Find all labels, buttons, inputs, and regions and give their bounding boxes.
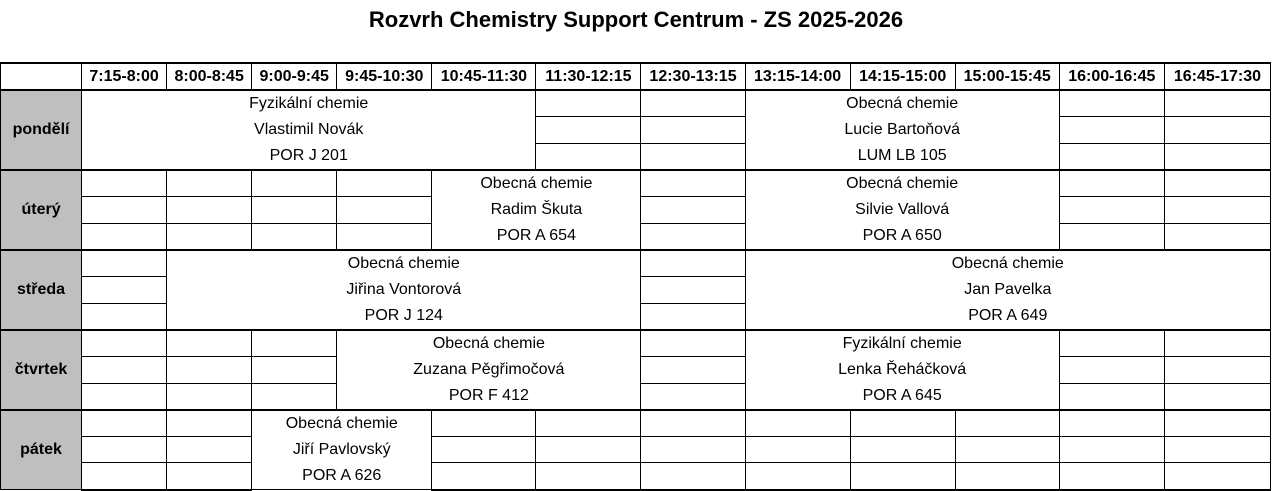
day-label: úterý <box>1 170 82 250</box>
empty-slot-cell <box>252 223 337 250</box>
time-slot-header: 16:00-16:45 <box>1059 63 1164 90</box>
day-label: pátek <box>1 410 82 490</box>
time-slot-header: 10:45-11:30 <box>432 63 536 90</box>
empty-slot-cell <box>1164 383 1270 410</box>
time-header-row <box>1 63 1271 90</box>
empty-slot-cell <box>641 250 745 277</box>
course-teacher: Jiří Pavlovský <box>292 441 391 458</box>
empty-slot-cell <box>167 463 252 490</box>
empty-slot-cell <box>1164 90 1270 117</box>
empty-slot-cell <box>1164 330 1270 357</box>
empty-slot-cell <box>82 277 167 303</box>
empty-slot-cell <box>641 330 745 357</box>
time-slot-header: 9:00-9:45 <box>252 63 337 90</box>
course-room: POR A 654 <box>496 227 576 244</box>
empty-slot-cell <box>82 463 167 490</box>
schedule-table <box>0 62 1271 491</box>
empty-slot-cell <box>536 437 641 463</box>
time-slot-header: 12:30-13:15 <box>641 63 745 90</box>
empty-slot-cell <box>1164 437 1270 463</box>
empty-slot-cell <box>850 463 955 490</box>
day-subrow <box>1 330 1271 357</box>
course-subject: Obecná chemie <box>846 175 959 192</box>
empty-slot-cell <box>1059 170 1164 197</box>
time-slot-header: 11:30-12:15 <box>536 63 641 90</box>
empty-slot-cell <box>1164 357 1270 383</box>
empty-slot-cell <box>82 303 167 330</box>
empty-slot-cell <box>82 250 167 277</box>
course-block <box>82 90 536 170</box>
empty-slot-cell <box>337 197 432 223</box>
empty-slot-cell <box>641 357 745 383</box>
empty-slot-cell <box>641 463 745 490</box>
time-slot-header: 14:15-15:00 <box>850 63 955 90</box>
course-room: LUM LB 105 <box>857 147 947 164</box>
empty-slot-cell <box>167 197 252 223</box>
empty-slot-cell <box>850 437 955 463</box>
empty-slot-cell <box>167 357 252 383</box>
course-block <box>432 170 641 250</box>
empty-slot-cell <box>641 277 745 303</box>
empty-slot-cell <box>1164 197 1270 223</box>
course-block <box>252 410 432 490</box>
course-teacher: Lucie Bartoňová <box>844 121 960 138</box>
day-subrow <box>1 410 1271 437</box>
empty-slot-cell <box>1059 90 1164 117</box>
empty-slot-cell <box>1059 330 1164 357</box>
empty-slot-cell <box>1059 223 1164 250</box>
course-subject: Obecná chemie <box>347 255 460 272</box>
empty-slot-cell <box>536 410 641 437</box>
course-teacher: Zuzana Pěgřimočová <box>413 361 565 378</box>
day-label: čtvrtek <box>1 330 82 410</box>
empty-slot-cell <box>252 383 337 410</box>
day-subrow <box>1 463 1271 490</box>
empty-slot-cell <box>252 170 337 197</box>
day-subrow <box>1 250 1271 277</box>
empty-slot-cell <box>641 117 745 143</box>
empty-slot-cell <box>432 463 536 490</box>
empty-slot-cell <box>745 410 850 437</box>
course-room: POR J 124 <box>364 307 443 324</box>
course-room: POR J 201 <box>269 147 348 164</box>
empty-slot-cell <box>1164 463 1270 490</box>
empty-slot-cell <box>745 463 850 490</box>
empty-slot-cell <box>1164 117 1270 143</box>
empty-slot-cell <box>745 437 850 463</box>
empty-slot-cell <box>955 410 1059 437</box>
course-block <box>745 330 1059 410</box>
empty-slot-cell <box>167 223 252 250</box>
course-room: POR A 626 <box>302 467 382 484</box>
empty-slot-cell <box>252 330 337 357</box>
empty-slot-cell <box>432 410 536 437</box>
empty-slot-cell <box>955 463 1059 490</box>
empty-slot-cell <box>641 90 745 117</box>
course-subject: Obecná chemie <box>480 175 593 192</box>
empty-slot-cell <box>1059 357 1164 383</box>
empty-slot-cell <box>1059 437 1164 463</box>
empty-slot-cell <box>1164 143 1270 170</box>
course-subject: Obecná chemie <box>285 415 398 432</box>
empty-slot-cell <box>1059 143 1164 170</box>
empty-slot-cell <box>82 437 167 463</box>
empty-slot-cell <box>536 117 641 143</box>
empty-slot-cell <box>167 410 252 437</box>
empty-slot-cell <box>1164 410 1270 437</box>
empty-slot-cell <box>432 437 536 463</box>
empty-slot-cell <box>82 170 167 197</box>
empty-slot-cell <box>1059 463 1164 490</box>
page-title: Rozvrh Chemistry Support Centrum - ZS 2025-2026 <box>368 7 904 32</box>
time-slot-header: 15:00-15:45 <box>955 63 1059 90</box>
course-block <box>745 170 1059 250</box>
empty-slot-cell <box>167 383 252 410</box>
empty-slot-cell <box>641 197 745 223</box>
course-room: POR F 412 <box>448 387 529 404</box>
course-block <box>167 250 641 330</box>
empty-slot-cell <box>641 410 745 437</box>
course-teacher: Jan Pavelka <box>964 281 1052 298</box>
empty-slot-cell <box>167 437 252 463</box>
time-slot-header: 7:15-8:00 <box>82 63 167 90</box>
schedule-body <box>1 90 1271 490</box>
empty-slot-cell <box>1059 410 1164 437</box>
empty-slot-cell <box>1164 170 1270 197</box>
course-room: POR A 650 <box>862 227 942 244</box>
course-subject: Obecná chemie <box>951 255 1064 272</box>
empty-slot-cell <box>82 197 167 223</box>
empty-slot-cell <box>641 303 745 330</box>
time-slot-header: 13:15-14:00 <box>745 63 850 90</box>
course-teacher: Silvie Vallová <box>855 201 950 218</box>
empty-slot-cell <box>536 463 641 490</box>
empty-slot-cell <box>252 197 337 223</box>
course-subject: Fyzikální chemie <box>842 335 962 352</box>
empty-slot-cell <box>82 357 167 383</box>
empty-slot-cell <box>1059 383 1164 410</box>
time-slot-header: 9:45-10:30 <box>337 63 432 90</box>
empty-slot-cell <box>641 170 745 197</box>
course-teacher: Jiřina Vontorová <box>346 281 462 298</box>
empty-slot-cell <box>1059 117 1164 143</box>
empty-slot-cell <box>167 170 252 197</box>
empty-slot-cell <box>1164 223 1270 250</box>
course-teacher: Vlastimil Novák <box>254 121 364 138</box>
empty-slot-cell <box>82 410 167 437</box>
empty-slot-cell <box>536 90 641 117</box>
empty-slot-cell <box>641 383 745 410</box>
corner-cell <box>1 63 82 90</box>
empty-slot-cell <box>337 223 432 250</box>
empty-slot-cell <box>82 223 167 250</box>
time-slot-header: 8:00-8:45 <box>167 63 252 90</box>
empty-slot-cell <box>252 357 337 383</box>
day-subrow <box>1 437 1271 463</box>
empty-slot-cell <box>536 143 641 170</box>
empty-slot-cell <box>641 223 745 250</box>
empty-slot-cell <box>82 383 167 410</box>
course-subject: Fyzikální chemie <box>249 95 369 112</box>
empty-slot-cell <box>955 437 1059 463</box>
empty-slot-cell <box>82 330 167 357</box>
course-block <box>337 330 641 410</box>
course-teacher: Lenka Řeháčková <box>838 361 967 378</box>
day-label: středa <box>1 250 82 330</box>
course-room: POR A 645 <box>862 387 942 404</box>
day-label: pondělí <box>1 90 82 170</box>
course-teacher: Radim Škuta <box>490 201 583 218</box>
day-subrow <box>1 90 1271 117</box>
course-room: POR A 649 <box>968 307 1048 324</box>
empty-slot-cell <box>641 437 745 463</box>
empty-slot-cell <box>167 330 252 357</box>
course-block <box>745 90 1059 170</box>
empty-slot-cell <box>337 170 432 197</box>
course-subject: Obecná chemie <box>432 335 545 352</box>
empty-slot-cell <box>641 143 745 170</box>
day-subrow <box>1 170 1271 197</box>
time-slot-header: 16:45-17:30 <box>1164 63 1270 90</box>
course-block <box>745 250 1270 330</box>
empty-slot-cell <box>850 410 955 437</box>
course-subject: Obecná chemie <box>846 95 959 112</box>
empty-slot-cell <box>1059 197 1164 223</box>
